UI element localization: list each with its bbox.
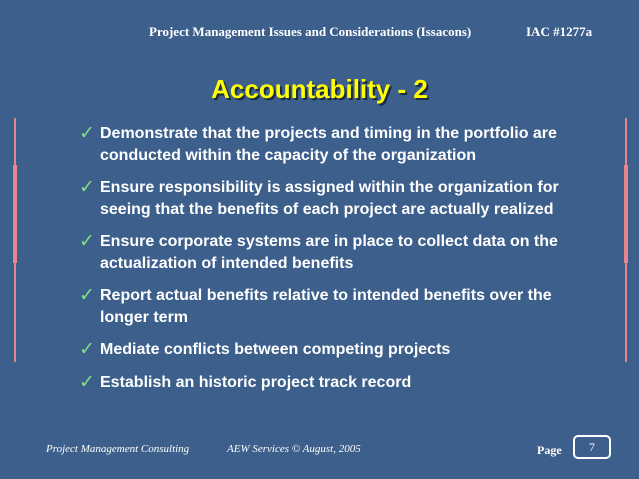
check-mark-icon: ✓	[79, 230, 95, 252]
header-code: IAC #1277a	[526, 24, 593, 39]
left-accent-bar-top	[13, 165, 17, 217]
page-number-box: 7	[573, 435, 611, 459]
left-accent-bar-bottom	[13, 215, 17, 263]
bullet-item	[79, 372, 599, 394]
check-mark-icon: ✓	[79, 176, 95, 198]
check-mark-icon: ✓	[79, 284, 95, 306]
bullet-text: Report actual benefits relative to intended benefits over the longer term	[100, 287, 552, 326]
bullet-item	[79, 123, 599, 166]
bullet-item	[79, 231, 599, 274]
right-accent-bar-bottom	[624, 215, 628, 263]
bullet-item	[79, 177, 599, 220]
footer-copyright: AEW Services © August, 2005	[227, 443, 361, 455]
footer-company: Project Management Consulting	[46, 443, 190, 455]
slide-title: Accountability - 2	[211, 74, 428, 104]
bullet-text: Ensure responsibility is assigned within the organization for seeing that the benefits of each project are actually realized	[100, 179, 559, 218]
check-mark-icon: ✓	[79, 370, 95, 393]
bullet-text: Demonstrate that the projects and timing in the portfolio are conducted within the capacity of the organization	[100, 125, 557, 164]
header-title: Project Management Issues and Considerations (Issacons)	[149, 24, 472, 39]
bullet-item	[79, 285, 599, 328]
bullet-text: Mediate conflicts between competing projects	[100, 341, 451, 358]
check-mark-icon: ✓	[79, 122, 95, 144]
right-accent-bar-top	[624, 165, 628, 217]
page-label: Page	[537, 443, 562, 457]
bullet-list	[79, 123, 599, 404]
bullet-text: Ensure corporate systems are in place to collect data on the actualization of intended benefits	[100, 233, 558, 272]
bullet-text: Establish an historic project track record	[100, 373, 412, 391]
check-mark-icon: ✓	[79, 338, 95, 360]
bullet-item	[79, 339, 599, 361]
